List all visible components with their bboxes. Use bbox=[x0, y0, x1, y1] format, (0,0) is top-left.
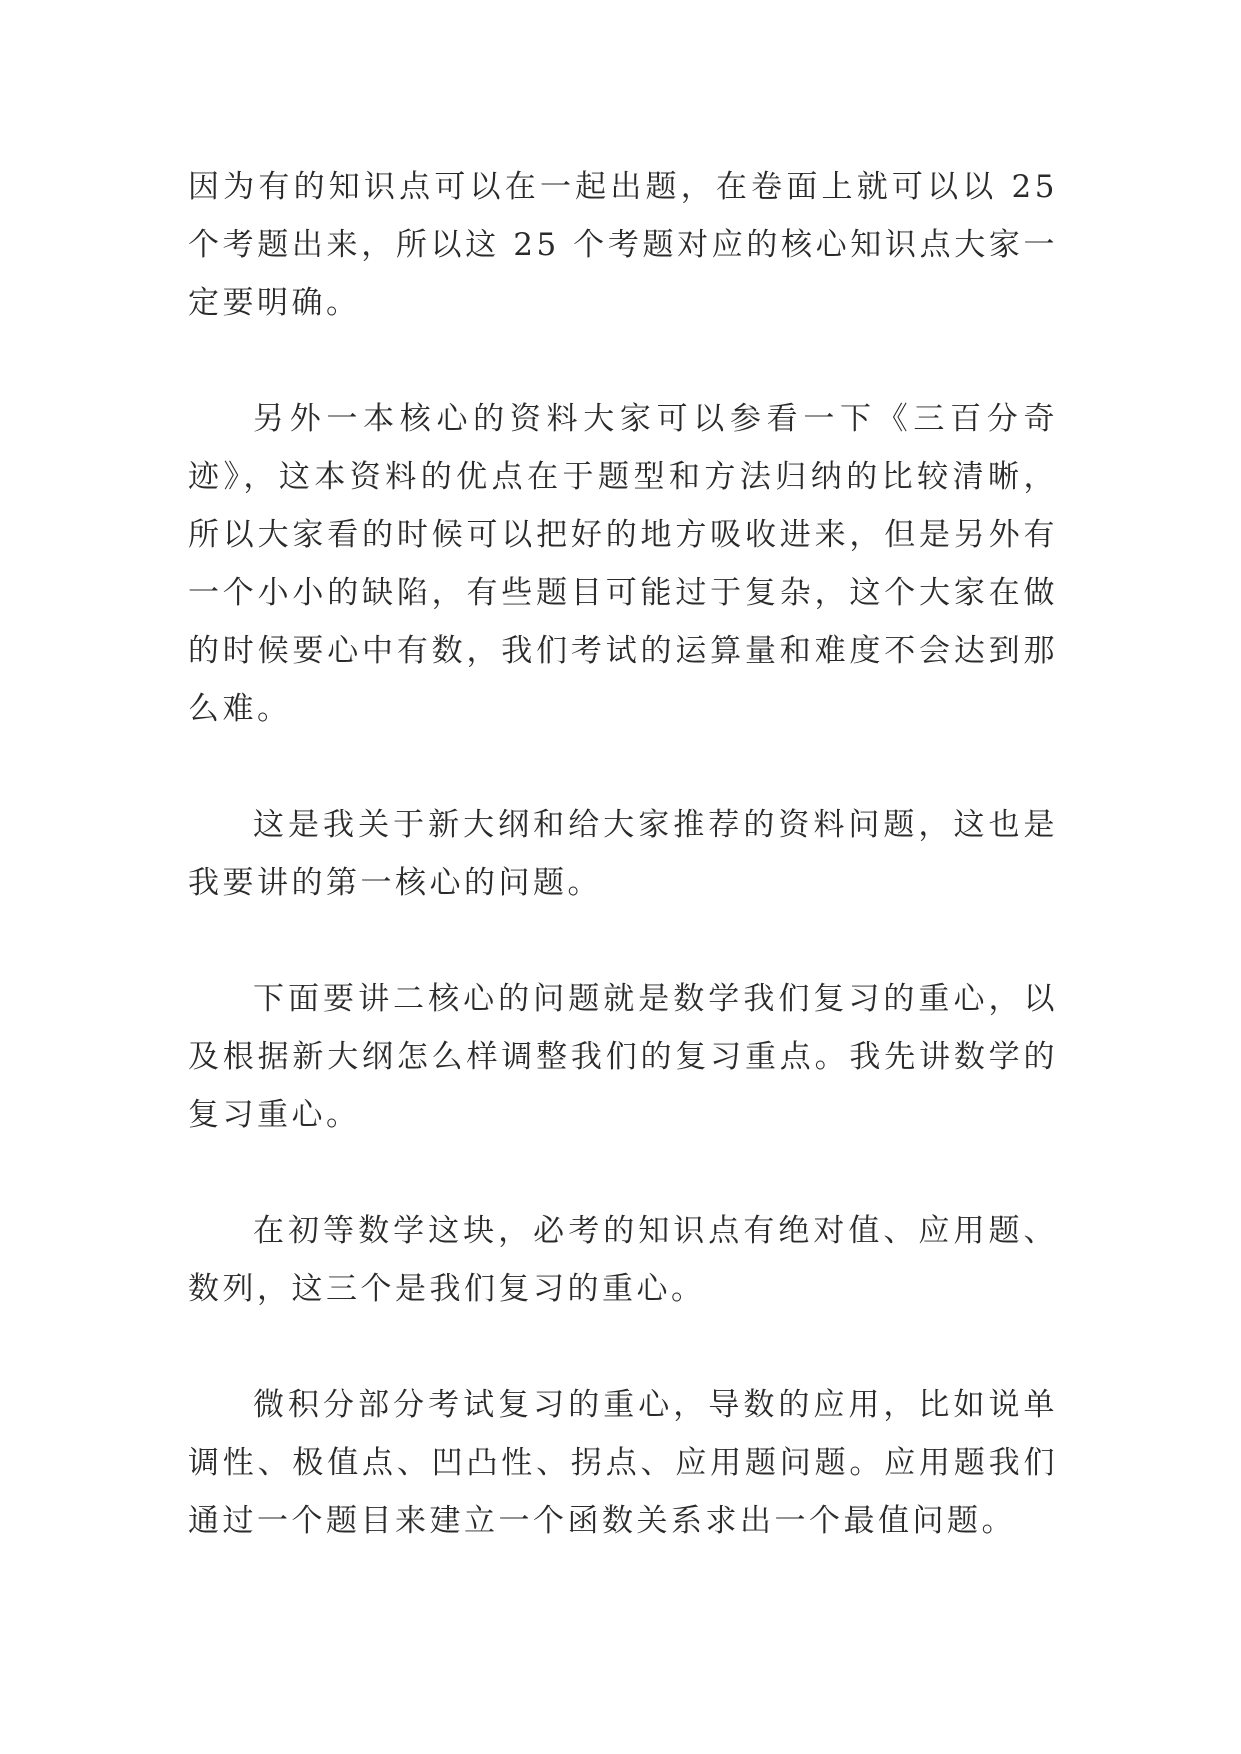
document-body bbox=[188, 158, 1058, 1608]
paragraph-3: 这是我关于新大纲和给大家推荐的资料问题，这也是我要讲的第一核心的问题。 bbox=[188, 807, 1058, 901]
paragraph-2: 另外一本核心的资料大家可以参看一下《三百分奇迹》，这本资料的优点在于题型和方法归纳的比较清晰，所以大家看的时候可以把好的地方吸收进来，但是另外有一个小小的缺陷，有些题目可能过于复杂，这个大家在做的时候要心中有数，我们考试的运算量和难度不会达到那么难。 bbox=[188, 401, 1058, 727]
paragraph-6: 微积分部分考试复习的重心，导数的应用，比如说单调性、极值点、凹凸性、拐点、应用题问题。应用题我们通过一个题目来建立一个函数关系求出一个最值问题。 bbox=[188, 1387, 1058, 1539]
paragraph-5: 在初等数学这块，必考的知识点有绝对值、应用题、数列，这三个是我们复习的重心。 bbox=[188, 1213, 1058, 1307]
paragraph-1: 因为有的知识点可以在一起出题，在卷面上就可以以 25 个考题出来，所以这 25 个考题对应的核心知识点大家一定要明确。 bbox=[188, 169, 1058, 321]
paragraph-4: 下面要讲二核心的问题就是数学我们复习的重心，以及根据新大纲怎么样调整我们的复习重点。我先讲数学的复习重心。 bbox=[188, 981, 1058, 1133]
